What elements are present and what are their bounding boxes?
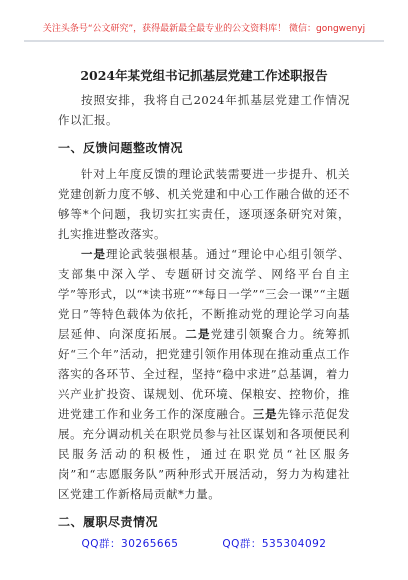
point-two-label: 二是 bbox=[185, 327, 211, 341]
section-heading-2: 二、履职尽责情况 bbox=[58, 515, 159, 529]
document-body bbox=[58, 90, 350, 538]
promo-banner: 关注头条号“公文研究”，获得最新最全最专业的公文资料库！ 微信：gongwenyj bbox=[24, 18, 384, 42]
point-one-label: 一是 bbox=[81, 247, 107, 261]
paragraph-measures bbox=[58, 244, 350, 504]
point-three-text: 充分调动机关在职党员参与社区谋划和各项便民利民服务活动的积极性，通过在职党员“社区服务岗”和“志愿服务队”两种形式开展活动，努力为构建社区党建工作新格局贡献*力量。 bbox=[58, 427, 351, 501]
intro-paragraph: 按照安排，我将自己2024年抓基层党建工作情况作以汇报。 bbox=[58, 93, 350, 127]
document-title: 2024年某党组书记抓基层党建工作述职报告 bbox=[80, 68, 328, 83]
qq-group-1: QQ群：30265665 bbox=[81, 538, 179, 550]
point-three-label: 三是 bbox=[252, 407, 278, 421]
paragraph-rectification: 针对上年度反馈的理论武装需要进一步提升、机关党建创新力度不够、机关党建和中心工作融合做的还不够等*个问题，我切实扛实责任，逐项逐条研究对策，扎实推进整改落实。 bbox=[58, 167, 350, 241]
footer-contacts bbox=[0, 536, 408, 551]
point-one-text: 通过“理论中心组引领学、支部集中深入学、专题研讨交流学、网络平台自主学”等形式，以“*读书班”“*每日一学”“三会一课”“主题党日”等特色载体为依托，不断推动党的理论学习向基层延伸、向深度拓展。 bbox=[58, 247, 350, 341]
point-one-title: 理论武装强根基。 bbox=[106, 247, 207, 261]
point-two-text: 统筹抓好“三个年”活动，把党建引领作用体现在推动重点工作落实的各环节、全过程，坚持“稳中求进”总基调，着力兴产业扩投资、谋规划、优环境、保粮安、控物价，推进党建工作和业务工作的深度融合。 bbox=[58, 327, 351, 421]
qq-group-2: QQ群：535304092 bbox=[222, 538, 327, 550]
point-three-title: 先锋示范促发展。 bbox=[58, 407, 351, 441]
point-two-title: 党建引领聚合力。 bbox=[210, 327, 313, 341]
section-heading-1: 一、反馈问题整改情况 bbox=[58, 141, 184, 155]
